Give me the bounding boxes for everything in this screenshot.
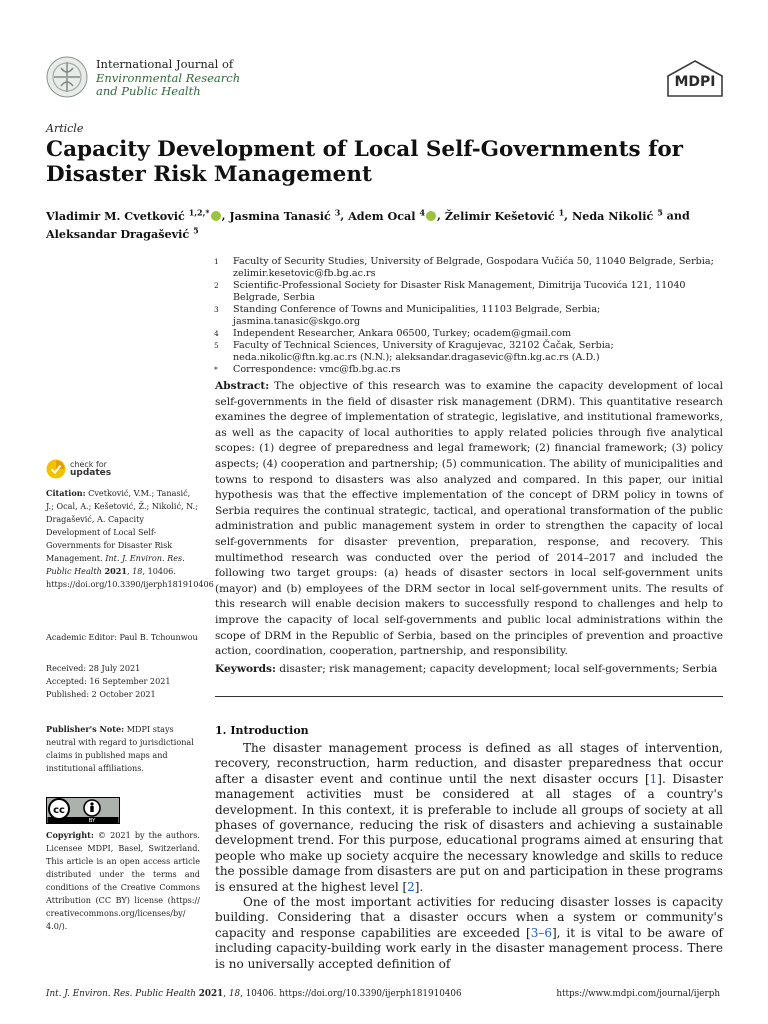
academic-editor: Academic Editor: Paul B. Tchounwou: [46, 632, 198, 642]
affiliation-item: [214, 280, 729, 304]
reference-link[interactable]: 1: [649, 771, 658, 786]
orcid-icon[interactable]: [211, 211, 221, 221]
journal-logo-icon: [46, 56, 88, 98]
footer-year: 2021: [198, 989, 224, 999]
date-accepted: Accepted: 16 September 2021: [46, 676, 171, 686]
author-sup: 5: [657, 207, 663, 217]
affiliation-text: Faculty of Security Studies, University of Belgrade, Gospodara Vučića 50, 11040 Belgrade, Serbia; zelimir.kesetovic@fb.bg.ac.rs: [233, 256, 714, 279]
date-received: Received: 28 July 2021: [46, 663, 141, 673]
introduction-body: [215, 741, 723, 972]
author-sup: 1: [558, 207, 565, 217]
affiliation-text: Independent Researcher, Ankara 06500, Turkey; ocadem@gmail.com: [233, 328, 572, 339]
journal-line-1: International Journal of: [96, 57, 234, 71]
publishers-note: [46, 723, 200, 775]
abstract: [215, 379, 723, 660]
author-name: Jasmina Tanasić: [229, 208, 331, 223]
abstract-label: Abstract:: [215, 380, 270, 392]
copyright-label: Copyright:: [46, 830, 94, 840]
check-updates-icon: [46, 459, 66, 479]
affiliations: [214, 256, 729, 376]
abstract-text: The objective of this research was to examine the capacity development of local self-governments in the field of disaster risk management (DRM). This quantitative research examines the degree of implementation of strategic, legislative, and institutional frameworks, as well as the capacity of local authorities to apply related policies through five analytical scopes: (1) degree of preparedness and legal framework; (2) financial framework; (3) policy aspects; (4) cooperation and partnership; (5) communication. The ability of municipalities and towns to respond to disasters was also analyzed and compared. In this paper, our initial hypothesis was that the effective implementation of the concept of DRM policy in towns of Serbia requires the continual strategic, tactical, and operational transformation of the public administration and public management system in order to strengthen the capacity of local self-governments for disaster prevention, preparation, response, and recovery. This multimethod research was conducted over the period of 2014–2017 and included the following two target groups: (a) heads of disaster sectors in local self-government units (mayor) and (b) employees of the DRM sector in local self-government units. The results of this research will enable decision makers to successfully respond to challenges and help to improve the capacity of local self-governments and public local administrations within the scope of DRM in the Republic of Serbia, based on the principles of prevention and proactive action, coordination, cooperation, partnership, and responsibility.: [215, 380, 723, 658]
author-5[interactable]: [572, 209, 663, 223]
check-updates-line1: check for: [70, 460, 107, 469]
author-6[interactable]: [46, 227, 199, 241]
affiliation-num: *: [214, 365, 218, 374]
check-updates-line2: updates: [70, 468, 112, 478]
author-sup: 3: [334, 207, 341, 217]
author-list: Vladimir M. Cvetković $^{1,2,*}$ , Jasmina Tanasić $^3$, Adem Ocal $^4$ , Želimir Kešetović $^1$, Neda Nikolić $^5$ and Aleksandar Dragašević $^5$: [46, 207, 690, 242]
citation-block: Citation: Cvetković, V.M.; Tanasić, J.; Ocal, A.; Kešetović, Ž.; Nikolić, N.; Dragašević, A. Capacity Development of Local Self-Governments for Disaster Risk Management. Int. J. Environ. Res. Public Health 2021, 18, 10406. https://doi.org/10.3390/ijerph181910406: [46, 488, 214, 589]
footer-volume: 18: [228, 989, 241, 999]
svg-text:BY: BY: [88, 818, 96, 824]
author-sup: 5: [193, 225, 199, 236]
footer-citation: Int. J. Environ. Res. Public Health 2021, 18, 10406. https://doi.org/10.3390/ijerph181910406: [46, 989, 462, 999]
footer-doi-link[interactable]: , 10406. https://doi.org/10.3390/ijerph181910406: [240, 989, 462, 999]
affiliation-text: Scientific-Professional Society for Disaster Risk Management, Dimitrija Tucovića 121, 11040 Belgrade, Serbia: [233, 280, 686, 303]
check-updates-text: [70, 460, 111, 478]
author-sup: 4: [419, 207, 426, 217]
check-for-updates-button[interactable]: [46, 458, 126, 480]
footer-journal: Int. J. Environ. Res. Public Health: [46, 989, 196, 999]
author-name: Vladimir M. Cvetković: [46, 208, 185, 223]
affiliation-text: Faculty of Technical Sciences, University of Kragujevac, 32102 Čačak, Serbia; neda.nikolic@ftn.kg.ac.rs (N.N.); aleksandar.dragasevic@ftn.kg.ac.rs (A.D.): [233, 340, 614, 363]
cc-by-license-icon[interactable]: [46, 797, 120, 824]
keywords: [215, 662, 723, 677]
affiliation-item: [214, 364, 729, 376]
paragraph-text: ]. Disaster management activities must be considered at all stages of a country's development. In this context, it is preferable to include all groups of society at all phases of governance, reducing the risk of disasters and achieving a sustainable development trend. For this purpose, educational programs aimed at ensuring that people who make up society acquire the necessary knowledge and skills to reduce the possible damage from disasters are put on and participation in these programs is ensured at the highest level [: [215, 771, 723, 894]
keywords-label: Keywords:: [215, 663, 276, 675]
reference-link[interactable]: 3–6: [530, 925, 552, 940]
paragraph-text: ], it is vital to be aware of including capacity-building work early in the disaster management process. There is no universally accepted definition of: [215, 925, 723, 971]
citation-label: Citation:: [46, 488, 86, 498]
journal-name: [96, 58, 240, 99]
mdpi-logo: [666, 60, 724, 98]
mdpi-logo-text: MDPI: [674, 74, 716, 90]
paragraph: [215, 741, 723, 895]
journal-line-3: and Public Health: [96, 84, 201, 98]
affiliation-item: [214, 328, 729, 340]
citation-journal: Int. J. Environ. Res. Public Health: [46, 553, 185, 576]
article-title: Capacity Development of Local Self-Governments for Disaster Risk Management: [46, 137, 684, 187]
affiliation-item: [214, 256, 729, 280]
affiliation-num: 1: [214, 257, 219, 266]
paragraph-text: One of the most important activities for reducing disaster losses is capacity building. Considering that a disaster occurs when a system or community's capacity and response capabilities are exceeded [: [215, 895, 723, 940]
affiliation-text: Standing Conference of Towns and Municipalities, 11103 Belgrade, Serbia; jasmina.tanasic@skgo.org: [233, 304, 601, 327]
author-name: Neda Nikolić: [571, 208, 654, 223]
affiliation-item: [214, 304, 729, 328]
reference-link[interactable]: 2: [407, 879, 415, 894]
author-1[interactable]: [46, 209, 222, 223]
keywords-text: disaster; risk management; capacity development; local self-governments; Serbia: [279, 663, 718, 675]
author-2[interactable]: [229, 209, 340, 223]
section-heading-introduction: 1. Introduction: [215, 724, 309, 737]
date-published: Published: 2 October 2021: [46, 689, 156, 699]
citation-text: Cvetković, V.M.; Tanasić, J.; Ocal, A.; Kešetović, Ž.; Nikolić, N.; Dragašević, A. Capacity Development of Local Self-Governments for Disaster Risk Management.: [46, 488, 198, 563]
author-4[interactable]: [445, 209, 564, 223]
affiliation-num: 5: [214, 341, 219, 350]
author-name: Aleksandar Dragašević: [46, 227, 190, 242]
author-name: Želimir Kešetović: [444, 208, 555, 223]
affiliation-num: 3: [214, 305, 219, 314]
paragraph-text: The disaster management process is defined as all stages of intervention, recovery, reconstruction, harm reduction, and disaster preparedness that occur after a disaster event and continue until the next disaster occurs [: [215, 741, 723, 786]
author-name: Adem Ocal: [348, 208, 416, 223]
journal-line-2: Environmental Research: [96, 70, 241, 85]
citation-year: 2021: [104, 566, 127, 576]
copyright-text: © 2021 by the authors. Licensee MDPI, Basel, Switzerland. This article is an open access article distributed under the terms and conditions of the Creative Commons Attribution (CC BY) license (https:// creativecommons.org/licenses/by/ 4.0/).: [46, 830, 200, 931]
affiliation-text: Correspondence: vmc@fb.bg.ac.rs: [233, 364, 401, 375]
publishers-note-text: MDPI stays neutral with regard to jurisdictional claims in published maps and institutional affiliations.: [46, 724, 194, 773]
affiliation-num: 2: [214, 281, 219, 290]
affiliation-num: 4: [214, 329, 219, 338]
dates-block: [46, 662, 200, 701]
copyright-block: [46, 829, 200, 933]
article-type: Article: [46, 122, 84, 135]
paragraph-text: ].: [414, 879, 424, 894]
footer-journal-url[interactable]: https://www.mdpi.com/journal/ijerph: [556, 989, 720, 999]
svg-text:cc: cc: [53, 805, 65, 816]
citation-volume: 18: [132, 566, 143, 576]
affiliation-item: [214, 340, 729, 364]
publishers-note-label: Publisher's Note:: [46, 724, 125, 734]
author-3[interactable]: [348, 209, 437, 223]
section-divider: [215, 696, 723, 697]
orcid-icon[interactable]: [426, 211, 436, 221]
citation-doi-link[interactable]: , 10406. https://doi.org/10.3390/ijerph181910406: [46, 566, 214, 589]
authors-and: and: [666, 208, 690, 223]
author-sup: 1,2,*: [188, 207, 210, 217]
paragraph: [215, 895, 723, 972]
